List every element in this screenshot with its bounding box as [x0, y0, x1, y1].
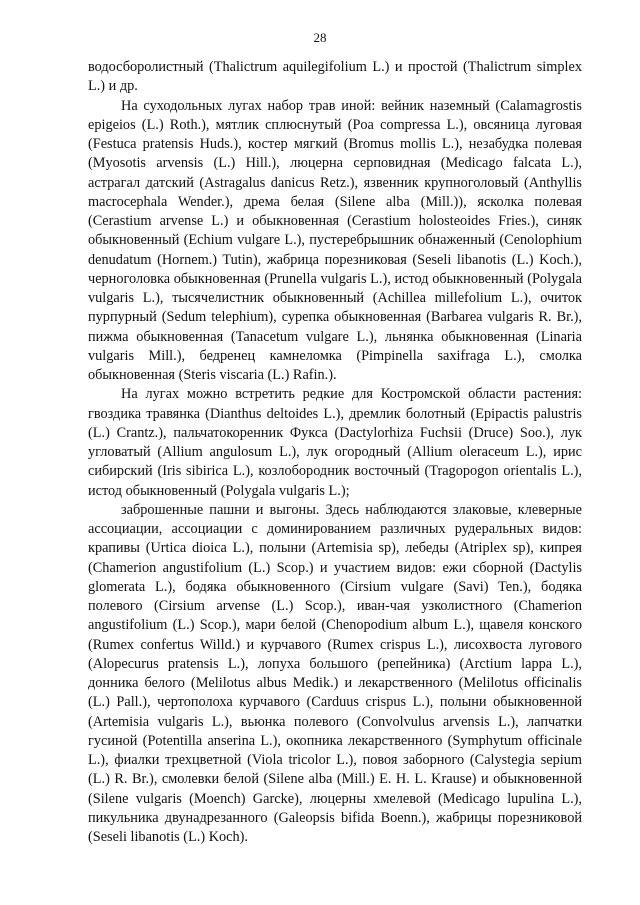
paragraph-abandoned-fields: заброшенные пашни и выгоны. Здесь наблюдаются злаковые, клеверные ассоциации, ассоциации с доминированием различных рудеральных видов: крапивы (Urtica dioica L.), полыни (Artemisia sp), лебеды (Atriplex sp), кипрея (Chamerion angustifolium (L.) Scop.) и участием видов: ежи сборной (Dactylis glomerata L.), бодяка обыкновенного (Cirsium vulgare (Savi) Ten.), бодяка полевого (Cirsium arvense (L.) Scop.), иван-чая узколистного (Chamerion angustifolium (L.) Scop.), мари белой (Chenopodium album L.), щавеля конского (Rumex confertus Willd.) и курчавого (Rumex crispus L.), лисохвоста лугового (Alopecurus pratensis L.), лопуха большого (репейника) (Arctium lappa L.), донника белого (Melilotus albus Medik.) и лекарственного (Melilotus officinalis (L.) Pall.), чертополоха курчавого (Carduus crispus L.), полыни обыкновенной (Artemisia vulgaris L.), вьюнка полевого (Convolvulus arvensis L.), лапчатки гусиной (Potentilla anserina L.), окопника лекарственного (Symphytum officinale L.), фиалки трехцветной (Viola tricolor L.), повоя заборного (Calystegia sepium (L.) R. Br.), смолевки белой (Silene alba (Mill.) E. H. L. Krause) и обыкновенной (Silene vulgaris (Moench) Garcke), люцерны хмелевой (Medicago lupulina L.), пикульника двунадрезанного (Galeopsis bifida Boenn.), жабрицы порезниковой (Seseli libanotis (L.) Koch).: [88, 501, 582, 845]
page-number: 28: [313, 30, 327, 45]
paragraph-rare-plants: На лугах можно встретить редкие для Костромской области растения: гвоздика травянка (Dianthus deltoides L.), дремлик болотный (Epipactis palustris (L.) Crantz.), пальчатокоренник Фукса (Dactylorhiza Fuchsii (Druce) Soo.), лук угловатый (Allium angulosum L.), лук огородный (Allium oleraceum L.), ирис сибирский (Iris sibirica L.), козлобородник восточный (Tragopogon orientalis L.), истод обыкновенный (Polygala vulgaris L.);: [88, 386, 582, 499]
body-text: [88, 58, 582, 847]
paragraph-continuation: водосборолистный (Thalictrum aquilegifolium L.) и простой (Thalictrum simplex L.) и др.: [88, 59, 582, 95]
paragraph-dry-meadows: На суходольных лугах набор трав иной: вейник наземный (Calamagrostis epigeios (L.) Roth.), мятлик сплюснутый (Poa compressa L.), овсяница луговая (Festuca pratensis Huds.), костер мягкий (Bromus mollis L.), незабудка полевая (Myosotis arvensis (L.) Hill.), люцерна серповидная (Medicago falcata L.), астрагал датский (Astragalus danicus Retz.), язвенник крупноголовый (Anthyllis macrocephala Wender.), дрема белая (Silene alba (Mill.)), ясколка полевая (Cerastium arvense L.) и обыкновенная (Cerastium holosteoides Fries.), синяк обыкновенный (Echium vulgare L.), пустеребрышник обнаженный (Cenolophium denudatum (Hornem.) Tutin), жабрица порезниковая (Seseli libanotis (L.) Koch.), черноголовка обыкновенная (Prunella vulgaris L.), истод обыкновенный (Polygala vulgaris L.), тысячелистник обыкновенный (Achillea millefolium L.), очиток пурпурный (Sedum telephium), сурепка обыкновенная (Barbarea vulgaris R. Br.), пижма обыкновенная (Tanacetum vulgare L.), льнянка обыкновенная (Linaria vulgaris Mill.), бедренец камнеломка (Pimpinella saxifraga L.), смолка обыкновенная (Steris viscaria (L.) Rafin.).: [88, 97, 582, 383]
